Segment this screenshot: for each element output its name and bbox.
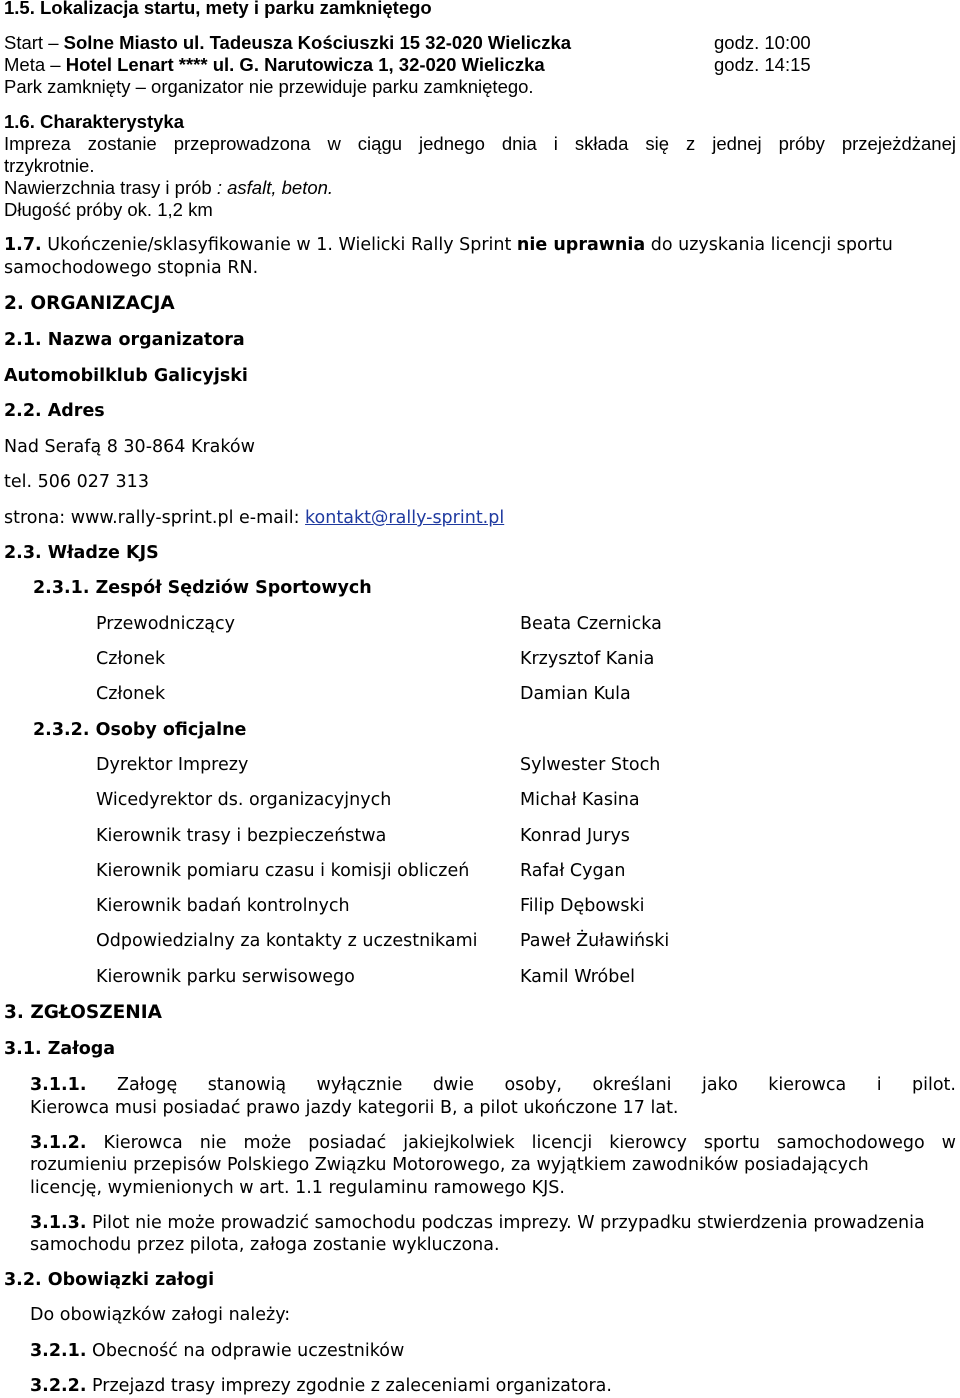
paragraph-3-2-1-number: 3.2.1.: [30, 1341, 87, 1361]
length-line: Długość próby ok. 1,2 km: [4, 199, 213, 220]
section-heading-2-3: 2.3. Władze KJS: [4, 543, 159, 563]
paragraph-3-1-3-line-2: samochodu przez pilota, załoga zostanie wykluczona.: [30, 1235, 500, 1255]
paragraph-3-1-1-line-2: Kierowca musi posiadać prawo jazdy kategorii B, a pilot ukończone 17 lat.: [30, 1098, 679, 1118]
section-1-7-line-2: samochodowego stopnia RN.: [4, 258, 259, 278]
judge-role: Członek: [96, 684, 166, 704]
paragraph-3-2-2-number: 3.2.2.: [30, 1376, 87, 1396]
judge-name: Krzysztof Kania: [520, 649, 655, 669]
paragraph-3-2-2-text: Przejazd trasy imprezy zgodnie z zaleceniami organizatora.: [86, 1376, 612, 1396]
official-role: Odpowiedzialny za kontakty z uczestnikami: [96, 931, 478, 951]
surface-value: : asfalt, beton.: [211, 177, 334, 198]
paragraph-3-1-3-number: 3.1.3.: [30, 1213, 87, 1233]
paragraph-3-1-2-text: Kierowca nie może posiadać jakiejkolwiek licencji kierowcy sportu samochodowego w: [86, 1133, 956, 1153]
paragraph-3-1-3-line-1: [30, 1212, 925, 1234]
duties-intro: Do obowiązków załogi należy:: [30, 1305, 291, 1325]
official-role: Kierownik trasy i bezpieczeństwa: [96, 826, 387, 846]
paragraph-3-1-2-line-1: [30, 1132, 956, 1154]
meta-time: godz. 14:15: [714, 54, 811, 75]
section-heading-2: 2. ORGANIZACJA: [4, 293, 175, 314]
section-heading-2-3-2: 2.3.2. Osoby oficjalne: [33, 720, 247, 740]
official-name: Konrad Jurys: [520, 826, 630, 846]
official-name: Michał Kasina: [520, 790, 640, 810]
judge-name: Damian Kula: [520, 684, 631, 704]
paragraph-3-2-2: [30, 1375, 612, 1397]
paragraph-3-1-2-number: 3.1.2.: [30, 1133, 87, 1153]
start-line: [4, 32, 571, 54]
paragraph-3-1-1-line-1: [30, 1074, 956, 1096]
section-1-7-text-b: do uzyskania licencji sportu: [645, 235, 893, 255]
official-role: Kierownik parku serwisowego: [96, 967, 355, 987]
paragraph-3-1-1-text: Załogę stanowią wyłącznie dwie osoby, określani jako kierowca i pilot.: [86, 1075, 956, 1095]
start-label: Start –: [4, 32, 64, 53]
address: Nad Serafą 8 30-864 Kraków: [4, 437, 255, 457]
organizer-name: Automobilklub Galicyjski: [4, 366, 248, 386]
paragraph-3-2-1-text: Obecność na odprawie uczestników: [86, 1341, 405, 1361]
charakterystyka-line-1: Impreza zostanie przeprowadzona w ciągu jednego dnia i składa się z jednej próby przejeżdżanej: [4, 133, 956, 154]
charakterystyka-line-2: trzykrotnie.: [4, 155, 95, 176]
section-1-7-text-a: Ukończenie/sklasyfikowanie w 1. Wielicki Rally Sprint: [41, 235, 517, 255]
contact-line: [4, 507, 504, 529]
website-text: strona: www.rally-sprint.pl e-mail:: [4, 508, 306, 528]
section-heading-2-1: 2.1. Nazwa organizatora: [4, 330, 245, 350]
start-place: Solne Miasto ul. Tadeusza Kościuszki 15 32-020 Wieliczka: [63, 32, 572, 53]
judge-role: Członek: [96, 649, 166, 669]
official-name: Paweł Żuławiński: [520, 931, 670, 951]
official-name: Filip Dębowski: [520, 896, 645, 916]
section-heading-1-6: 1.6. Charakterystyka: [4, 111, 184, 132]
official-role: Wicedyrektor ds. organizacyjnych: [96, 790, 392, 810]
email-link[interactable]: kontakt@rally-sprint.pl: [305, 508, 505, 528]
surface-label: Nawierzchnia trasy i prób: [4, 177, 212, 198]
park-line: Park zamknięty – organizator nie przewiduje parku zamkniętego.: [4, 76, 534, 97]
official-name: Rafał Cygan: [520, 861, 626, 881]
paragraph-3-1-3-text: Pilot nie może prowadzić samochodu podczas imprezy. W przypadku stwierdzenia prowadzenia: [86, 1213, 925, 1233]
meta-label: Meta –: [4, 54, 66, 75]
start-time: godz. 10:00: [714, 32, 811, 53]
section-heading-2-3-1: 2.3.1. Zespół Sędziów Sportowych: [33, 578, 372, 598]
meta-place: Hotel Lenart **** ul. G. Narutowicza 1, 32-020 Wieliczka: [65, 54, 545, 75]
phone: tel. 506 027 313: [4, 472, 149, 492]
official-role: Dyrektor Imprezy: [96, 755, 249, 775]
section-heading-3: 3. ZGŁOSZENIA: [4, 1002, 162, 1023]
section-heading-3-1: 3.1. Załoga: [4, 1039, 116, 1059]
surface-line: [4, 177, 333, 199]
section-1-7-line-1: [4, 234, 893, 256]
paragraph-3-1-1-number: 3.1.1.: [30, 1075, 87, 1095]
section-1-7-number: 1.7.: [4, 235, 42, 255]
section-1-7-bold: nie uprawnia: [516, 235, 646, 255]
meta-line: [4, 54, 545, 76]
official-name: Kamil Wróbel: [520, 967, 635, 987]
paragraph-3-1-2-line-3: licencję, wymienionych w art. 1.1 regulaminu ramowego KJS.: [30, 1178, 565, 1198]
section-heading-2-2: 2.2. Adres: [4, 401, 105, 421]
section-heading-1-5: 1.5. Lokalizacja startu, mety i parku zamkniętego: [4, 0, 432, 18]
official-role: Kierownik badań kontrolnych: [96, 896, 350, 916]
paragraph-3-1-2-line-2: rozumieniu przepisów Polskiego Związku Motorowego, za wyjątkiem zawodników posiadających: [30, 1155, 869, 1175]
paragraph-3-2-1: [30, 1340, 404, 1362]
judge-role: Przewodniczący: [96, 614, 235, 634]
official-name: Sylwester Stoch: [520, 755, 661, 775]
judge-name: Beata Czernicka: [520, 614, 662, 634]
official-role: Kierownik pomiaru czasu i komisji obliczeń: [96, 861, 470, 881]
section-heading-3-2: 3.2. Obowiązki załogi: [4, 1270, 215, 1290]
